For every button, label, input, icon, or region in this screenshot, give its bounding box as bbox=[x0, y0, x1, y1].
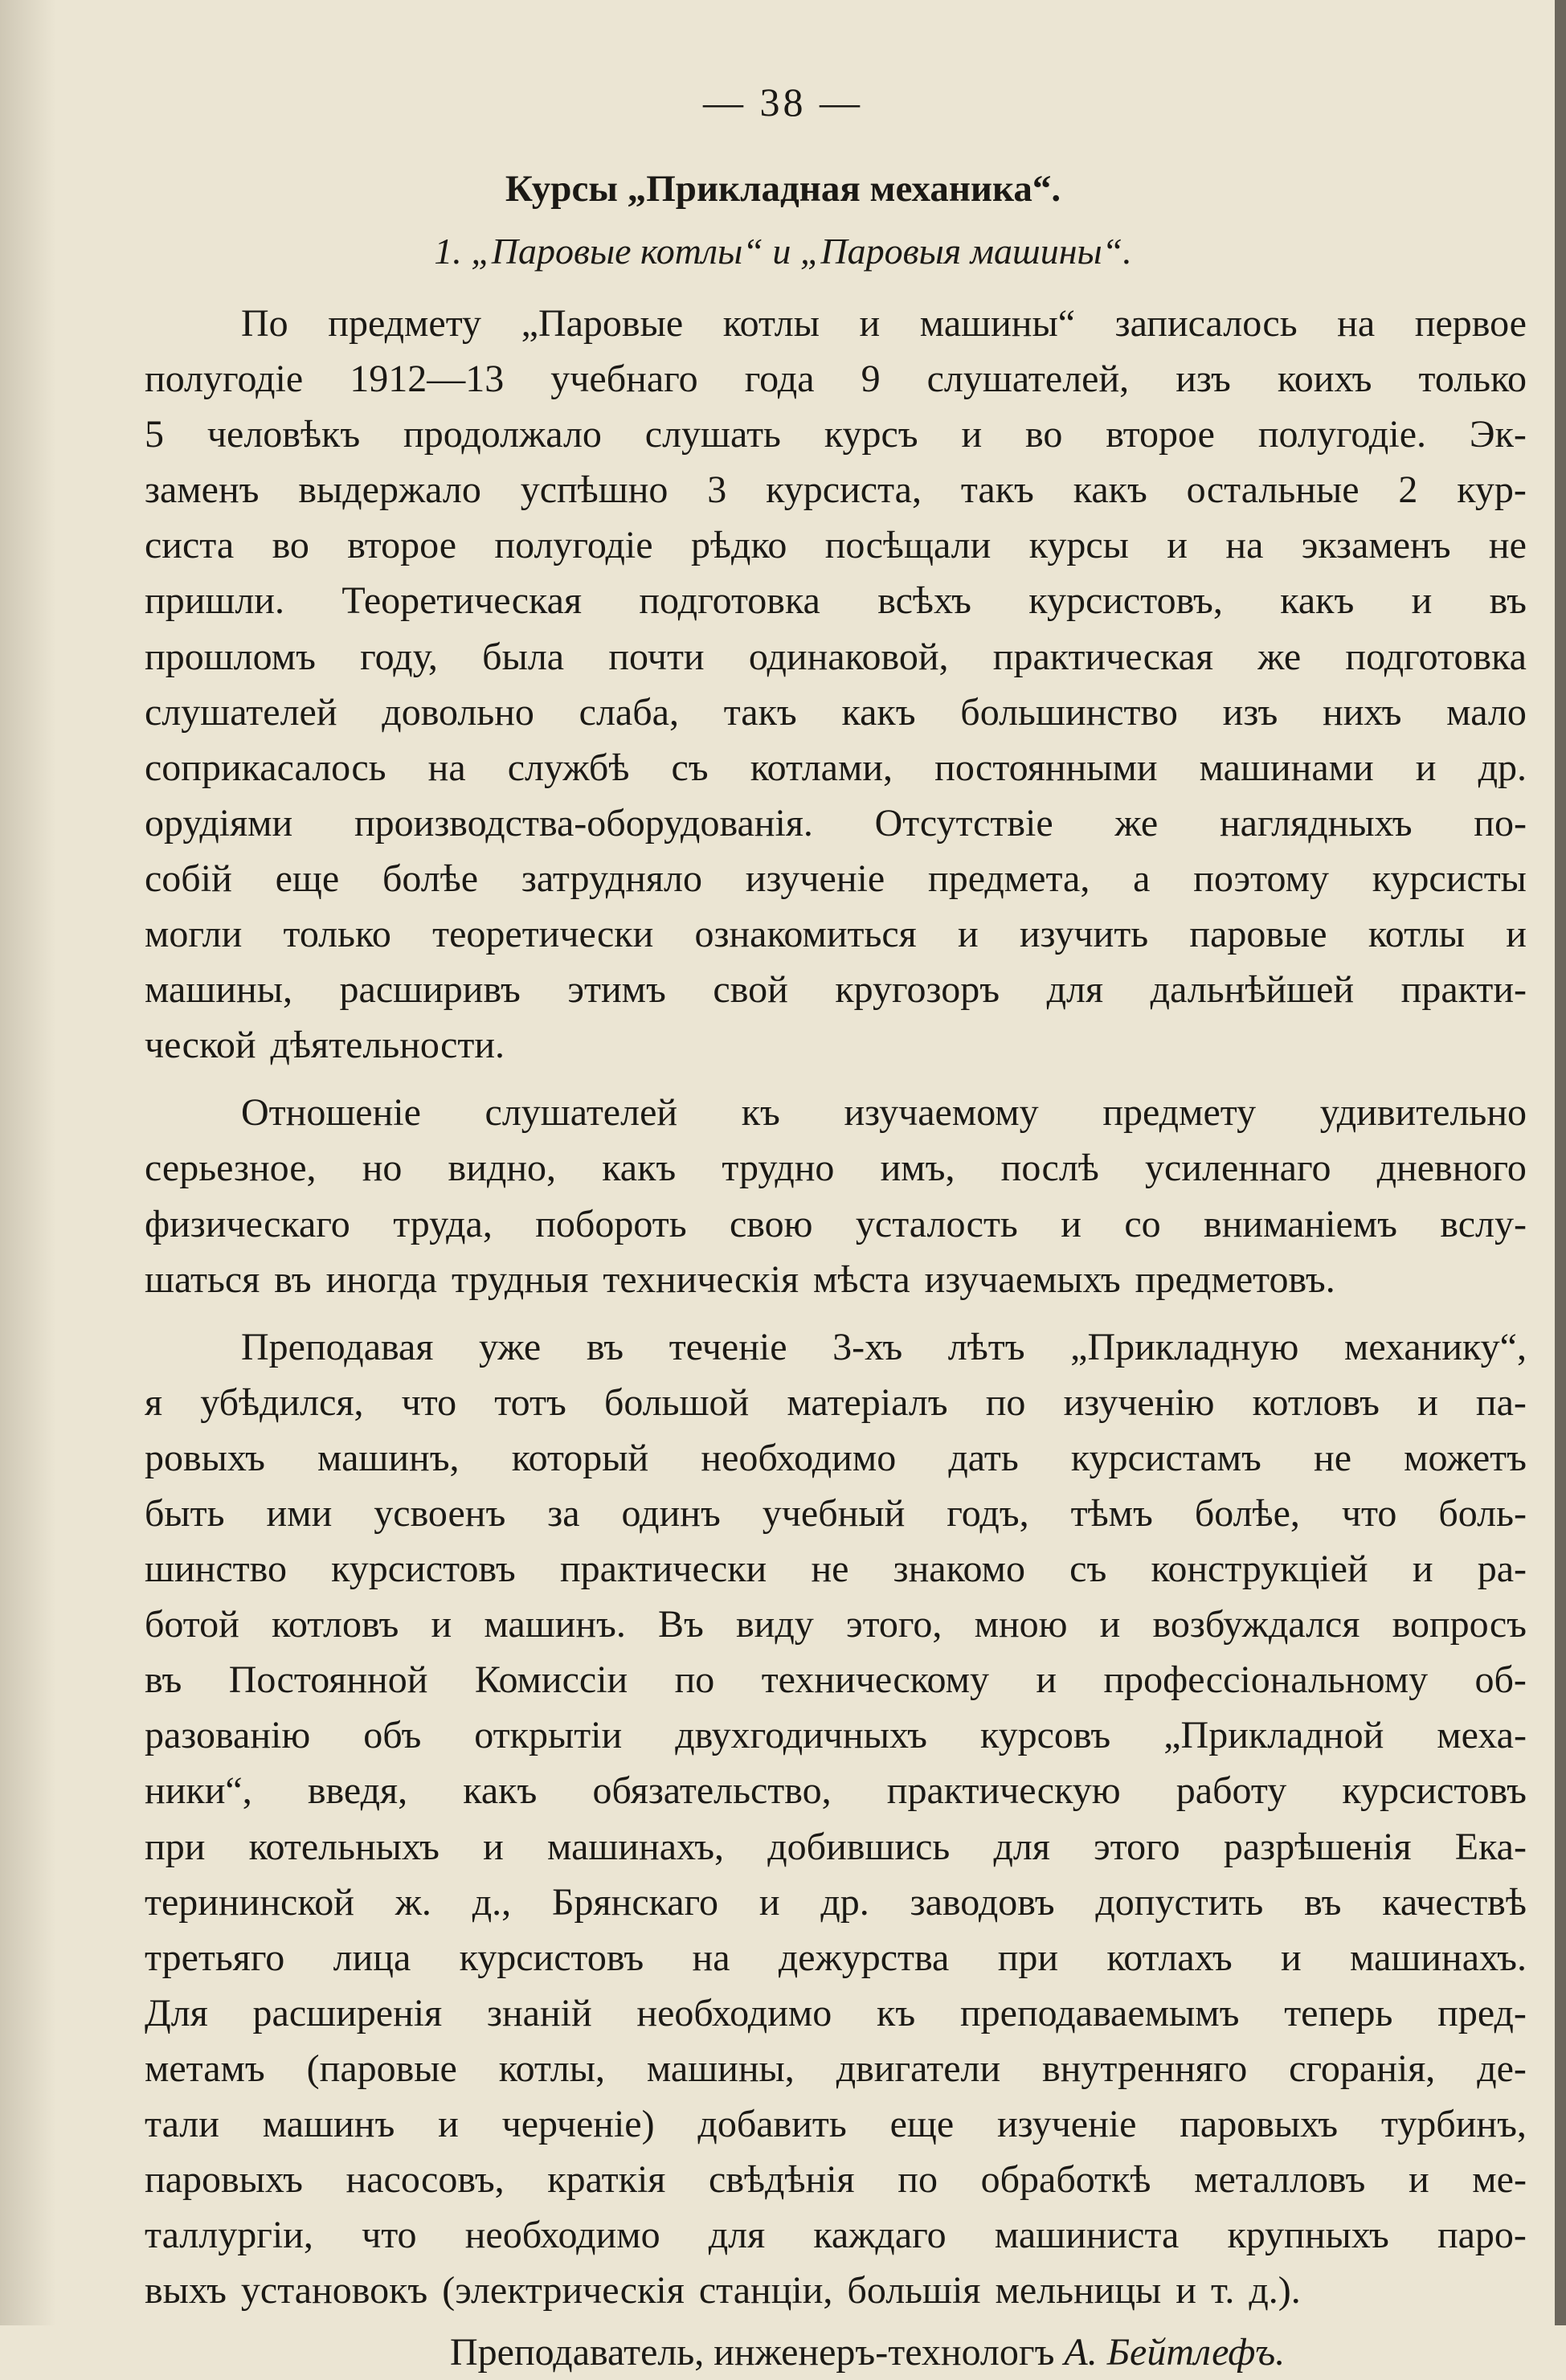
text-line: Преподавая уже въ теченіе 3-хъ лѣтъ „Прикладную механику“, bbox=[241, 1325, 1527, 1368]
text-line: я убѣдился, что тотъ большой матеріалъ по изученію котловъ и па- bbox=[145, 1380, 1527, 1424]
text-line: полугодіе 1912—13 учебнаго года 9 слушателей, изъ коихъ только bbox=[145, 358, 1527, 401]
page-number: — 38 — bbox=[703, 80, 863, 125]
text-line: метамъ (паровые котлы, машины, двигатели внутренняго сгоранія, де- bbox=[145, 2047, 1527, 2090]
text-line: По предмету „Паровые котлы и машины“ записалось на первое bbox=[241, 302, 1527, 345]
signature-title: Преподаватель, инженеръ-технологъ bbox=[450, 2331, 1065, 2374]
page-shadow bbox=[0, 0, 56, 2325]
section-heading: Курсы „Прикладная механика“. bbox=[505, 168, 1061, 210]
text-line: таллургіи, что необходимо для каждаго машиниста крупныхъ паро- bbox=[145, 2214, 1527, 2257]
text-line: физическаго труда, побороть свою усталость и со вниманіемъ вслу- bbox=[145, 1202, 1527, 1245]
text-line: 5 человѣкъ продолжало слушать курсъ и во второе полугодіе. Эк- bbox=[145, 413, 1527, 456]
text-line: шаться въ иногда трудныя техническія мѣста изучаемыхъ предметовъ. bbox=[145, 1257, 1335, 1301]
text-line: прошломъ году, была почти одинаковой, практическая же подготовка bbox=[145, 635, 1527, 678]
text-line: въ Постоянной Комиссіи по техническому и профессіональному об- bbox=[145, 1658, 1527, 1702]
text-line: машины, расширивъ этимъ свой кругозоръ для дальнѣйшей практи- bbox=[145, 968, 1527, 1012]
text-line: соприкасалось на службѣ съ котлами, постоянными машинами и др. bbox=[145, 746, 1527, 789]
text-line: Для расширенія знаній необходимо къ преподаваемымъ теперь пред- bbox=[145, 1991, 1527, 2034]
text-line: ботой котловъ и машинъ. Въ виду этого, мною и возбуждался вопросъ bbox=[145, 1603, 1527, 1646]
text-line: быть ими усвоенъ за одинъ учебный годъ, тѣмъ болѣе, что боль- bbox=[145, 1491, 1527, 1535]
section-subheading: 1. „Паровые котлы“ и „Паровыя машины“. bbox=[434, 231, 1132, 272]
text-line: серьезное, но видно, какъ трудно имъ, послѣ усиленнаго дневного bbox=[145, 1147, 1527, 1190]
page-edge bbox=[1555, 0, 1566, 2325]
text-line: третьяго лица курсистовъ на дежурства при котлахъ и машинахъ. bbox=[145, 1936, 1527, 1979]
text-line: заменъ выдержало успѣшно 3 курсиста, такъ какъ остальные 2 кур- bbox=[145, 468, 1527, 512]
text-line: ровыхъ машинъ, который необходимо дать курсистамъ не можетъ bbox=[145, 1436, 1527, 1479]
signature-name: А. Бейтлефъ. bbox=[1064, 2331, 1286, 2374]
text-line: терининской ж. д., Брянскаго и др. заводовъ допустить въ качествѣ bbox=[145, 1880, 1527, 1924]
text-line: пришли. Теоретическая подготовка всѣхъ курсистовъ, какъ и въ bbox=[145, 579, 1527, 623]
text-line: слушателей довольно слаба, такъ какъ большинство изъ нихъ мало bbox=[145, 690, 1527, 734]
text-line: могли только теоретически ознакомиться и изучить паровые котлы и bbox=[145, 913, 1527, 956]
text-line: при котельныхъ и машинахъ, добившись для этого разрѣшенія Ека- bbox=[145, 1825, 1527, 1868]
text-line: Отношеніе слушателей къ изучаемому предмету удивительно bbox=[241, 1091, 1527, 1135]
text-line: орудіями производства-оборудованія. Отсутствіе же наглядныхъ по- bbox=[145, 801, 1527, 844]
text-line: ческой дѣятельности. bbox=[145, 1024, 505, 1067]
text-line: собій еще болѣе затрудняло изученіе предмета, а поэтому курсисты bbox=[145, 857, 1527, 900]
signature bbox=[145, 2325, 1527, 2380]
text-line: шинство курсистовъ практически не знакомо съ конструкціей и ра- bbox=[145, 1548, 1527, 1591]
body-text bbox=[145, 296, 1527, 2380]
text-line: паровыхъ насосовъ, краткія свѣдѣнія по обработкѣ металловъ и ме- bbox=[145, 2158, 1527, 2202]
text-line: тали машинъ и черченіе) добавить еще изученіе паровыхъ турбинъ, bbox=[145, 2103, 1527, 2145]
text-line: ники“, введя, какъ обязательство, практическую работу курсистовъ bbox=[145, 1769, 1527, 1813]
text-line: выхъ установокъ (электрическія станціи, большія мельницы и т. д.). bbox=[145, 2269, 1301, 2313]
text-line: разованію объ открытіи двухгодичныхъ курсовъ „Прикладной меха- bbox=[145, 1714, 1527, 1757]
text-line: систа во второе полугодіе рѣдко посѣщали курсы и на экзаменъ не bbox=[145, 524, 1527, 567]
